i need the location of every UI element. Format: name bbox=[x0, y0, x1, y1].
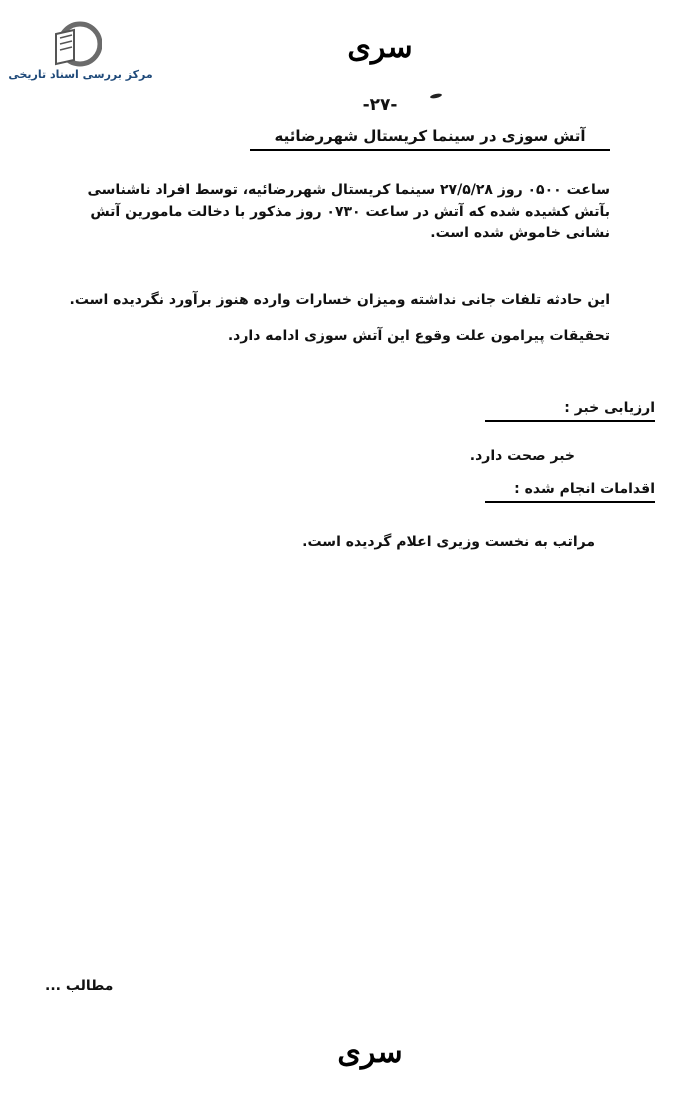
archive-logo-caption: مرکز بررسی اسناد تاریخی bbox=[8, 68, 153, 81]
archive-logo bbox=[50, 20, 102, 68]
actions-text: مراتب به نخست وزیری اعلام گردیده است. bbox=[302, 534, 595, 550]
ink-mark bbox=[430, 93, 443, 99]
document-title: آتش سوزی در سینما کریستال شهررضائیه bbox=[250, 127, 610, 151]
classification-top: سری bbox=[347, 30, 413, 65]
book-emblem-icon bbox=[50, 20, 102, 68]
document-number: -۲۷- bbox=[362, 95, 398, 115]
body-paragraph: تحقیقات پیرامون علت وقوع این آتش سوزی ادامه دارد. bbox=[227, 328, 610, 344]
evaluation-text: خبر صحت دارد. bbox=[469, 448, 575, 464]
actions-heading: اقدامات انجام شده : bbox=[485, 481, 655, 503]
classification-bottom: سری bbox=[337, 1035, 403, 1070]
continuation-note: مطالب ... bbox=[45, 978, 114, 994]
body-paragraph: این حادثه تلفات جانی نداشته ومیزان خسارات وارده هنوز برآورد نگردیده است. bbox=[69, 292, 610, 308]
body-paragraph: ساعت ۰۵۰۰ روز ۲۷/۵/۲۸ سینما کریستال شهررضائیه، توسط افراد ناشناسی بآتش کشیده شده که آتش در ساعت ۰۷۳۰ روز مذکور با دخالت مامورین آتش نشانی خاموش شده است. bbox=[87, 182, 610, 242]
evaluation-heading: ارزیابی خبر : bbox=[485, 400, 655, 422]
